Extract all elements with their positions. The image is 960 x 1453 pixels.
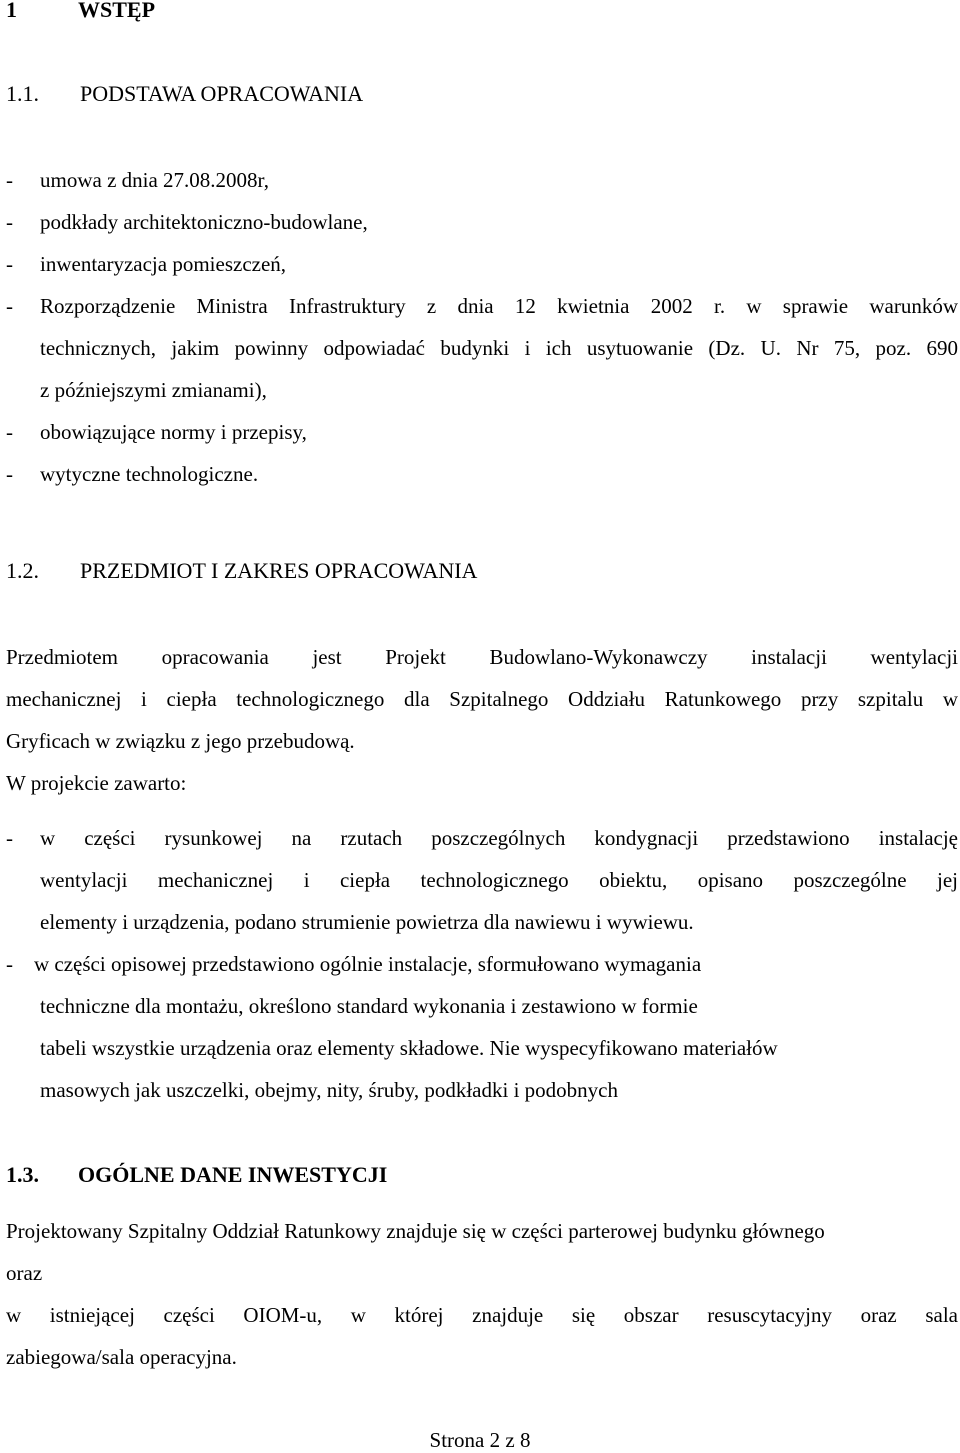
list-item-text: obowiązujące normy i przepisy,: [40, 420, 307, 444]
bullet-dash: -: [6, 168, 13, 192]
bullet-dash: -: [6, 462, 13, 486]
bullet-dash: -: [6, 826, 13, 850]
chapter-heading: [6, 0, 155, 23]
section-number: 1.1.: [6, 81, 39, 106]
list-item-text: umowa z dnia 27.08.2008r,: [40, 168, 269, 192]
paragraph-line: Projektowany Szpitalny Oddział Ratunkowy znajduje się w części parterowej budynku głównego: [6, 1219, 825, 1243]
paragraph-line: W projekcie zawarto:: [6, 771, 187, 795]
list-item: [6, 167, 269, 193]
list-item: [6, 461, 258, 487]
paragraph-line: Gryficach w związku z jego przebudową.: [6, 729, 355, 753]
section-heading-1-1: [6, 81, 363, 107]
paragraph-line: Przedmiotem opracowania jest Projekt Budowlano-Wykonawczy instalacji wentylacji: [6, 645, 958, 669]
section-title: OGÓLNE DANE INWESTYCJI: [78, 1162, 388, 1187]
list-item: [6, 419, 307, 445]
list-item-text: z późniejszymi zmianami),: [40, 378, 267, 402]
section-title: PRZEDMIOT I ZAKRES OPRACOWANIA: [80, 558, 478, 583]
section-number: 1.2.: [6, 558, 39, 583]
section-number: 1.3.: [6, 1162, 39, 1187]
list-item-text: techniczne dla montażu, określono standard wykonania i zestawiono w formie: [40, 994, 698, 1018]
bullet-dash: -: [6, 210, 13, 234]
list-item-text: masowych jak uszczelki, obejmy, nity, śruby, podkładki i podobnych: [40, 1078, 618, 1102]
bullet-dash: -: [6, 294, 13, 318]
chapter-title: WSTĘP: [78, 0, 156, 22]
bullet-dash: -: [6, 952, 13, 976]
list-item-text: inwentaryzacja pomieszczeń,: [40, 252, 287, 276]
list-item-text: w części rysunkowej na rzutach poszczególnych kondygnacji przedstawiono instalację: [40, 826, 958, 850]
list-item-text: w części opisowej przedstawiono ogólnie instalacje, sformułowano wymagania: [34, 952, 702, 976]
section-heading-1-3: [6, 1162, 387, 1188]
list-item-text: tabeli wszystkie urządzenia oraz elementy składowe. Nie wyspecyfikowano materiałów: [40, 1036, 778, 1060]
paragraph-line: oraz: [6, 1261, 43, 1285]
list-item-text: technicznych, jakim powinny odpowiadać budynki i ich usytuowanie (Dz. U. Nr 75, poz. 690: [40, 336, 958, 360]
list-item: [6, 209, 368, 235]
chapter-number: 1: [6, 0, 17, 22]
bullet-dash: -: [6, 420, 13, 444]
list-item: [6, 251, 286, 277]
page-number: Strona 2 z 8: [429, 1428, 531, 1452]
bullet-dash: -: [6, 252, 13, 276]
list-item-text: podkłady architektoniczno-budowlane,: [40, 210, 368, 234]
paragraph-line: mechanicznej i ciepła technologicznego dla Szpitalnego Oddziału Ratunkowego przy szpitalu w: [6, 687, 958, 711]
list-item-text: wentylacji mechanicznej i ciepła technologicznego obiektu, opisano poszczególne jej: [40, 868, 958, 892]
section-heading-1-2: [6, 558, 477, 584]
list-item-text: elementy i urządzenia, podano strumienie powietrza dla nawiewu i wywiewu.: [40, 910, 694, 934]
list-item-text: Rozporządzenie Ministra Infrastruktury z dnia 12 kwietnia 2002 r. w sprawie warunków: [40, 294, 958, 318]
paragraph-line: w istniejącej części OIOM-u, w której znajduje się obszar resuscytacyjny oraz sala: [6, 1303, 958, 1327]
section-title: PODSTAWA OPRACOWANIA: [80, 81, 364, 106]
paragraph-line: zabiegowa/sala operacyjna.: [6, 1345, 237, 1369]
list-item-text: wytyczne technologiczne.: [40, 462, 259, 486]
